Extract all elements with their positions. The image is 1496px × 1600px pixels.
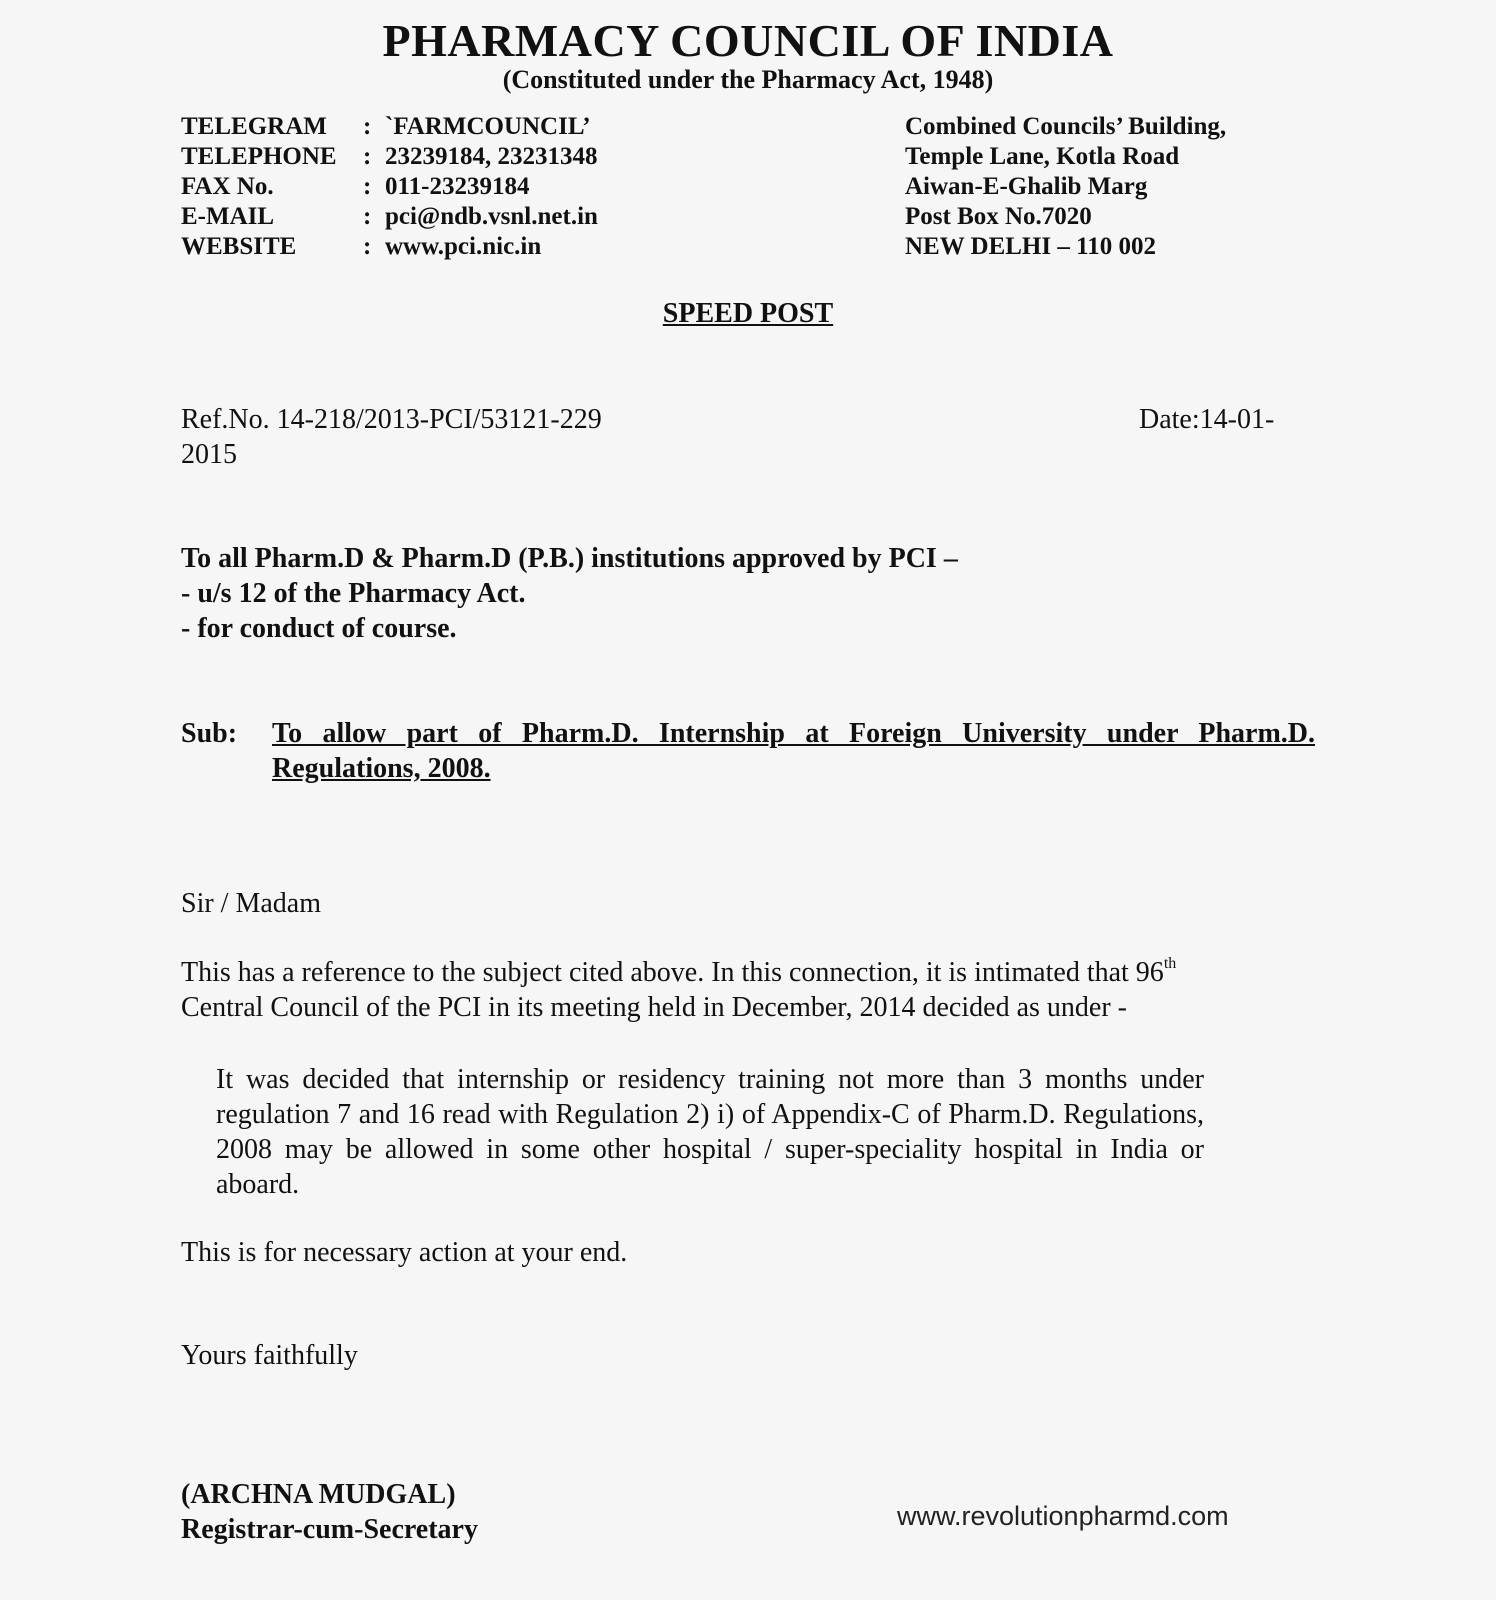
subject-line: To allow part of Pharm.D. Internship at Foreign University under Pharm.D. xyxy=(272,718,1315,749)
addressee-block xyxy=(181,541,958,646)
salutation: Sir / Madam xyxy=(181,888,321,919)
paragraph-intro xyxy=(181,955,1271,1025)
letter-date-year: 2015 xyxy=(181,439,237,470)
ordinal-superscript: th xyxy=(1163,954,1177,972)
contact-row-telegram: TELEGRAM : `FARMCOUNCIL’ xyxy=(181,113,591,140)
address-line: Combined Councils’ Building, xyxy=(905,113,1227,140)
address-line: Aiwan-E-Ghalib Marg xyxy=(905,173,1148,200)
closing: Yours faithfully xyxy=(181,1340,358,1371)
addressee-line: To all Pharm.D & Pharm.D (P.B.) institutions approved by PCI – xyxy=(181,543,958,574)
paragraph-text: Central Council of the PCI in its meeting held in December, 2014 decided as under - xyxy=(181,992,1127,1023)
contact-label: TELEGRAM xyxy=(181,113,327,140)
paragraph-text: This has a reference to the subject cited above. In this connection, it is intimated that 96 xyxy=(181,957,1164,988)
address-line: Post Box No.7020 xyxy=(905,203,1092,230)
organization-subtitle: (Constituted under the Pharmacy Act, 1948) xyxy=(502,65,994,94)
reference-number: Ref.No. 14-218/2013-PCI/53121-229 xyxy=(181,404,602,435)
speed-post-heading: SPEED POST xyxy=(662,298,834,329)
contact-value: `FARMCOUNCIL’ xyxy=(385,113,591,140)
signatory-title: Registrar-cum-Secretary xyxy=(181,1514,478,1545)
contact-label: WEBSITE xyxy=(181,233,297,260)
contact-label: TELEPHONE xyxy=(181,143,337,170)
letter-date: Date:14-01- xyxy=(1139,404,1275,435)
paragraph-action: This is for necessary action at your end. xyxy=(181,1237,628,1268)
contact-block xyxy=(181,112,598,262)
postal-address xyxy=(905,112,1226,262)
contact-row-fax: FAX No. : 011-23239184 xyxy=(181,173,530,200)
contact-row-email: E-MAIL : pci@ndb.vsnl.net.in xyxy=(181,203,598,230)
contact-value: 011-23239184 xyxy=(385,173,530,200)
contact-row-website: WEBSITE : www.pci.nic.in xyxy=(181,233,542,260)
addressee-line: - u/s 12 of the Pharmacy Act. xyxy=(181,578,526,609)
organization-name: PHARMACY COUNCIL OF INDIA xyxy=(382,15,1114,66)
contact-label: FAX No. xyxy=(181,173,274,200)
address-line: NEW DELHI – 110 002 xyxy=(905,233,1156,260)
contact-row-telephone: TELEPHONE : 23239184, 23231348 xyxy=(181,143,598,170)
contact-value: pci@ndb.vsnl.net.in xyxy=(385,203,598,230)
subject-label: Sub: xyxy=(181,718,238,749)
contact-value: 23239184, 23231348 xyxy=(385,143,598,170)
contact-label: E-MAIL xyxy=(181,203,275,230)
watermark-url: www.revolutionpharmd.com xyxy=(897,1501,1229,1531)
subject-line: Regulations, 2008. xyxy=(272,753,491,784)
subject-text xyxy=(272,716,1315,786)
council-decision-quote: It was decided that internship or residency training not more than 3 months under regulation 7 and 16 read with Regulation 2) i) of Appendix-C of Pharm.D. Regulations, 2008 may be allowed in some other hospital / super-speciality hospital in India or aboard. xyxy=(216,1064,1204,1200)
signatory-name: (ARCHNA MUDGAL) xyxy=(181,1479,456,1510)
contact-value: www.pci.nic.in xyxy=(385,233,542,260)
address-line: Temple Lane, Kotla Road xyxy=(905,143,1180,170)
addressee-line: - for conduct of course. xyxy=(181,613,457,644)
